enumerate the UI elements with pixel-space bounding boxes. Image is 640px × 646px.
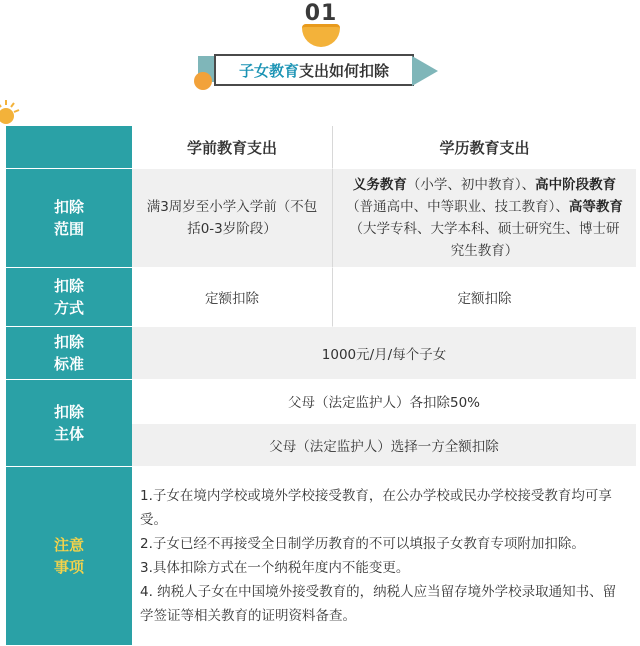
academic-scope-bold: 义务教育	[352, 177, 407, 193]
sun-decoration-icon	[0, 100, 20, 126]
notes-content	[132, 467, 636, 646]
note-item: 1.子女在境内学校或境外学校接受教育，在公办学校或民办学校接受教育均可享受。	[140, 488, 612, 528]
row-label-notes	[6, 467, 132, 646]
preschool-method: 定额扣除	[132, 268, 333, 327]
table-row-scope	[6, 169, 636, 268]
academic-scope-text: （小学、初中教育）、	[406, 177, 536, 193]
table-row-method	[6, 268, 636, 327]
orange-dot-decoration	[194, 72, 212, 90]
col-header-academic: 学历教育支出	[333, 126, 636, 169]
row-label-line: 扣除	[53, 277, 84, 295]
section-title	[214, 54, 414, 86]
row-label-scope	[6, 169, 132, 268]
bowl-icon	[302, 24, 340, 47]
note-item: 3.具体扣除方式在一个纳税年度内不能变更。	[140, 560, 410, 576]
row-label-line: 扣除	[53, 198, 84, 216]
row-label-subject	[6, 380, 132, 467]
row-label-line: 事项	[53, 558, 84, 576]
row-label-standard	[6, 327, 132, 380]
row-label-line: 注意	[53, 536, 84, 554]
academic-scope-bold: 高中阶段教育	[535, 177, 617, 193]
note-item: 4. 纳税人子女在中国境外接受教育的，纳税人应当留存境外学校录取通知书、留学签证等相关教育的证明资料备查。	[140, 584, 617, 624]
row-label-line: 方式	[53, 299, 84, 317]
table-row-subject-1	[6, 380, 636, 424]
academic-scope	[333, 169, 636, 268]
section-number-badge	[296, 2, 346, 44]
section-title-banner	[198, 52, 424, 86]
note-item: 2.子女已经不再接受全日制学历教育的不可以填报子女教育专项附加扣除。	[140, 536, 585, 552]
deduction-table	[6, 126, 636, 646]
row-label-line: 范围	[53, 220, 84, 238]
academic-method: 定额扣除	[333, 268, 636, 327]
arrow-right-icon	[412, 56, 438, 86]
subject-option-1: 父母（法定监护人）各扣除50%	[132, 380, 636, 424]
section-title-highlight: 子女教育	[238, 61, 299, 80]
table-header-row	[6, 126, 636, 169]
corner-cell	[6, 126, 132, 169]
subject-option-2: 父母（法定监护人）选择一方全额扣除	[132, 424, 636, 468]
row-label-line: 标准	[53, 355, 84, 373]
section-number: 01	[304, 1, 338, 26]
academic-scope-text: （大学专科、大学本科、硕士研究生、博士研究生教育）	[349, 221, 620, 259]
row-label-method	[6, 268, 132, 327]
row-label-line: 扣除	[53, 333, 84, 351]
row-label-line: 主体	[53, 425, 84, 443]
table-row-standard	[6, 327, 636, 380]
table-row-notes	[6, 467, 636, 646]
col-header-preschool: 学前教育支出	[132, 126, 333, 169]
academic-scope-bold: 高等教育	[568, 199, 623, 215]
section-title-rest: 支出如何扣除	[299, 61, 390, 80]
academic-scope-text: （普通高中、中等职业、技工教育）、	[346, 199, 569, 215]
standard-value: 1000元/月/每个子女	[132, 327, 636, 380]
row-label-line: 扣除	[53, 403, 84, 421]
preschool-scope: 满3周岁至小学入学前（不包括0-3岁阶段）	[132, 169, 333, 268]
